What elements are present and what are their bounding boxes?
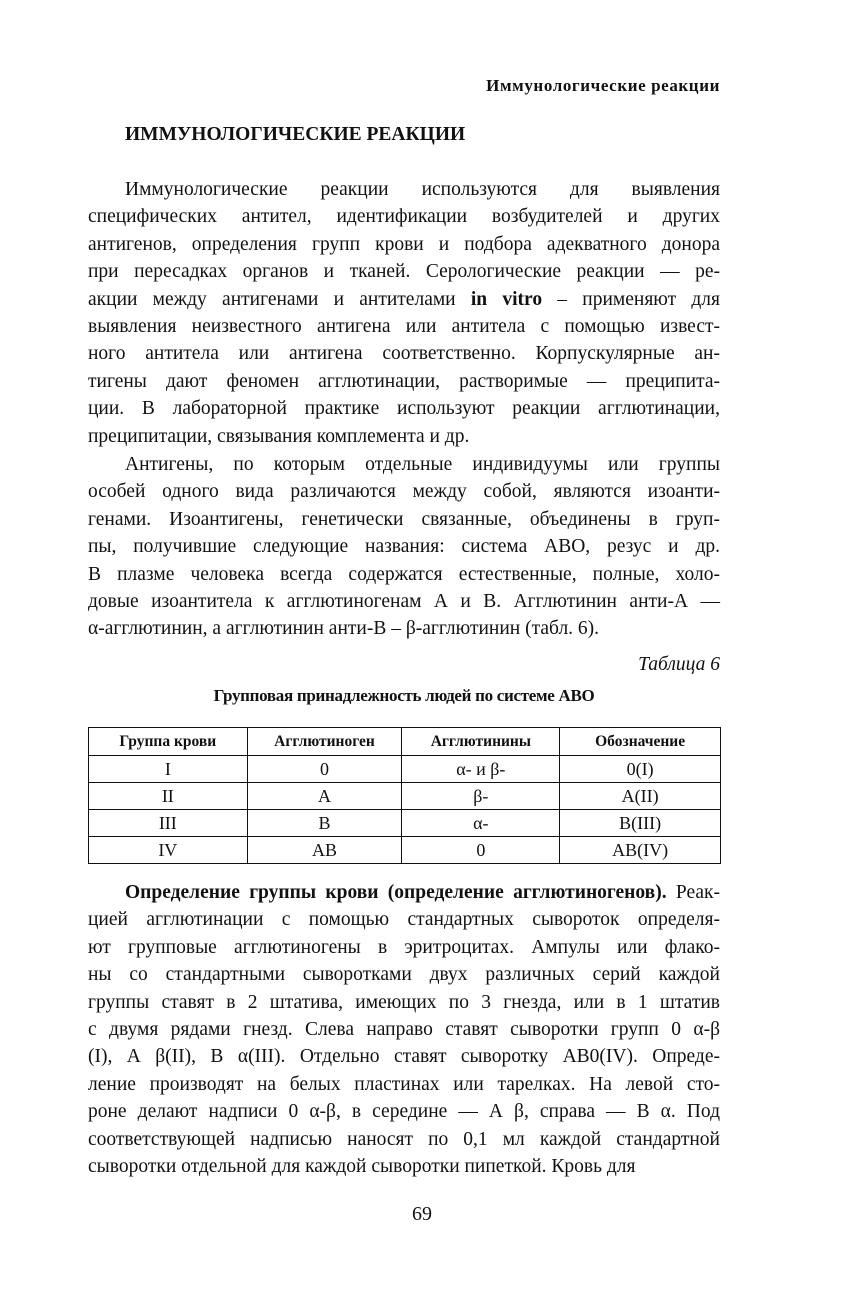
paragraph-3 <box>88 879 720 1180</box>
text-line: особей одного вида различаются между собой, являются изоанти- <box>88 481 720 503</box>
text-line: сыворотки отдельной для каждой сыворотки пипеткой. Кровь для <box>88 1155 636 1177</box>
table-cell: α- и β- <box>402 756 560 783</box>
text-line: при пересадках органов и тканей. Серологические реакции — ре- <box>88 261 720 283</box>
table-cell: IV <box>89 837 248 864</box>
text-span: Реак- <box>666 882 720 903</box>
table-caption: Групповая принадлежность людей по системе АВО <box>213 686 595 705</box>
text-line: В плазме человека всегда содержатся естественные, полные, холо- <box>88 563 720 585</box>
text-line: группы ставят в 2 штатива, имеющих по 3 гнезда, или в 1 штатив <box>88 991 720 1013</box>
section-title: ИММУНОЛОГИЧЕСКИЕ РЕАКЦИИ <box>125 124 466 145</box>
text-line: генами. Изоантигены, генетически связанные, объединены в груп- <box>88 508 720 530</box>
text-line: ют групповые агглютиногены в эритроцитах. Ампулы или флако- <box>88 936 720 958</box>
table-cell: B <box>247 810 402 837</box>
text-line: преципитации, связывания комплемента и др. <box>88 425 470 447</box>
column-header: Агглютиноген <box>247 728 402 756</box>
table-label: Таблица 6 <box>638 654 720 675</box>
text-line: Антигены, по которым отдельные индивидуумы или группы <box>125 454 720 475</box>
table-row <box>89 756 721 783</box>
text-line <box>88 879 720 906</box>
table-cell: AB <box>247 837 402 864</box>
text-line: роне делают надписи 0 α-β, в середине — А β, справа — В α. Под <box>88 1101 720 1123</box>
table-row <box>89 837 721 864</box>
text-line: ции. В лабораторной практике используют реакции агглютинации, <box>88 398 720 420</box>
text-line: довые изоантитела к агглютиногенам А и В. Агглютинин анти-А — <box>88 590 720 612</box>
table-cell: α- <box>402 810 560 837</box>
text-line: Иммунологические реакции используются для выявления <box>125 179 720 200</box>
text-line: α-агглютинин, а агглютинин анти-В – β-агглютинин (табл. 6). <box>88 618 600 640</box>
table-cell: β- <box>402 783 560 810</box>
text-line: тигены дают феномен агглютинации, растворимые — преципита- <box>88 370 720 392</box>
table-cell: I <box>89 756 248 783</box>
column-header: Агглютинины <box>402 728 560 756</box>
running-head: Иммунологические реакции <box>486 76 720 95</box>
table-cell: 0 <box>247 756 402 783</box>
column-header: Обозначение <box>560 728 721 756</box>
table-row <box>89 783 721 810</box>
table-cell: 0 <box>402 837 560 864</box>
paragraph-2 <box>88 451 720 643</box>
text-line: ны со стандартными сыворотками двух различных серий каждой <box>88 964 720 986</box>
table-row <box>89 810 721 837</box>
emphasis: in vitro <box>470 288 543 310</box>
text-line: ление производят на белых пластинах или тарелках. На левой сто- <box>88 1073 720 1095</box>
text-line: антигенов, определения групп крови и подбора адекватного донора <box>88 233 720 255</box>
table-cell: III <box>89 810 248 837</box>
table-cell: AB(IV) <box>560 837 721 864</box>
table-cell: A <box>247 783 402 810</box>
text-line: выявления неизвестного антигена или антитела с помощью извест- <box>88 315 720 337</box>
text-line: с двумя рядами гнезд. Слева направо ставят сыворотки групп 0 α-β <box>88 1018 720 1040</box>
blood-group-table <box>88 727 721 864</box>
text-line: ного антитела или антигена соответственно. Корпускулярные ан- <box>88 343 720 365</box>
table-cell: A(II) <box>560 783 721 810</box>
paragraph-1 <box>88 176 720 450</box>
table-cell: 0(I) <box>560 756 721 783</box>
subsection-heading: Определение группы крови (определение агглютиногенов). <box>125 882 667 903</box>
text-line: акции между антигенами и антителами in vitro – применяют для <box>88 288 720 310</box>
text-line: цией агглютинации с помощью стандартных сывороток определя- <box>88 909 720 931</box>
table-cell: B(III) <box>560 810 721 837</box>
column-header: Группа крови <box>89 728 248 756</box>
page-number: 69 <box>412 1203 432 1225</box>
text-line: специфических антител, идентификации возбудителей и других <box>88 206 720 228</box>
text-line: соответствующей надписью наносят по 0,1 мл каждой стандартной <box>88 1128 720 1150</box>
text-line: (I), А β(II), В α(III). Отдельно ставят сыворотку АВ0(IV). Опреде- <box>88 1046 720 1068</box>
text-line: пы, получившие следующие названия: система АВО, резус и др. <box>88 536 720 558</box>
table-cell: II <box>89 783 248 810</box>
table-header-row <box>89 728 721 756</box>
